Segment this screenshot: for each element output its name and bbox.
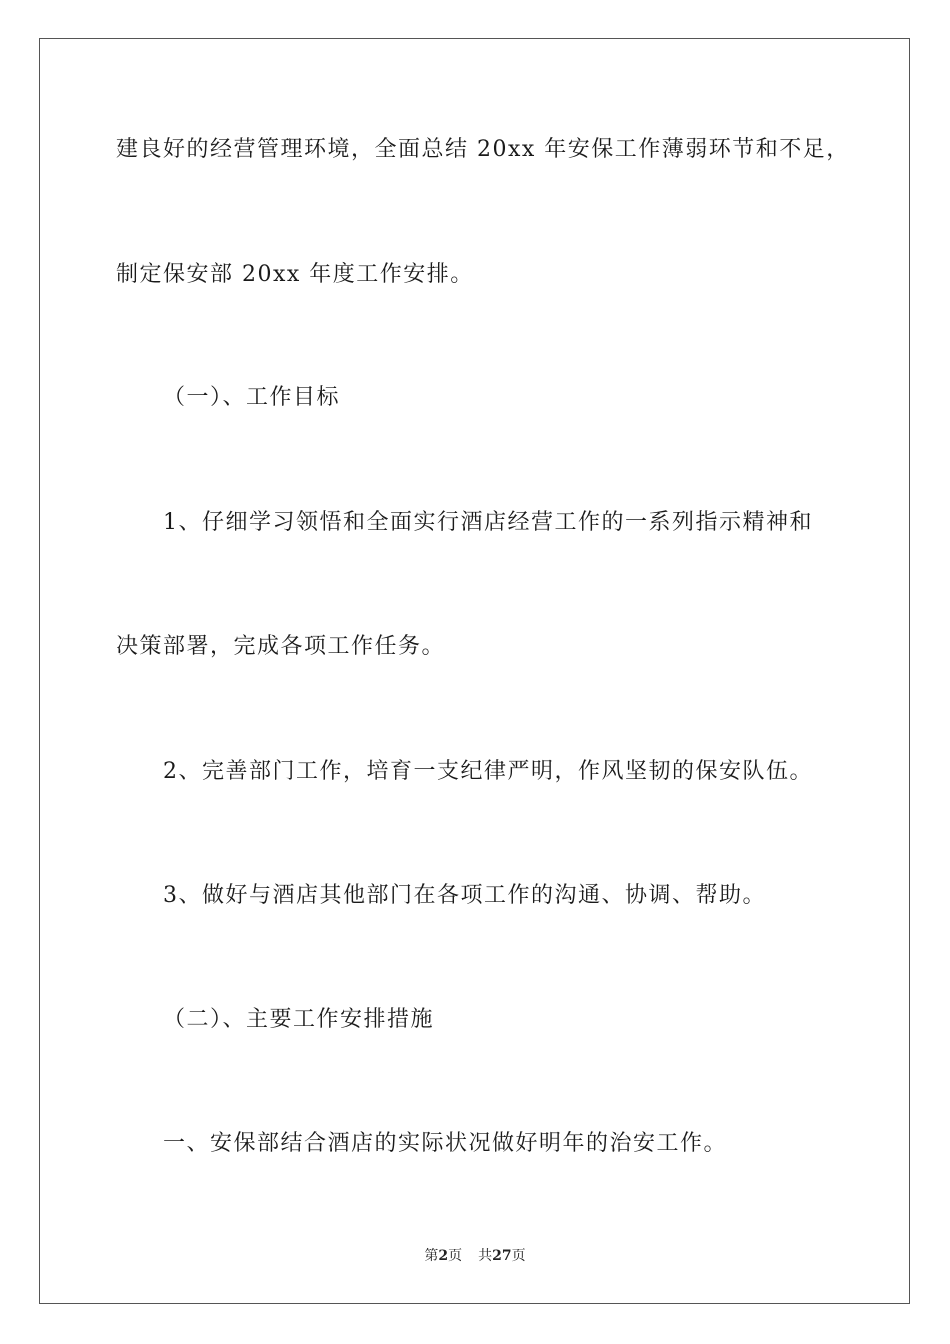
- body-line-1: 建良好的经营管理环境，全面总结 20xx 年安保工作薄弱环节和不足，: [116, 137, 850, 162]
- page-border: [39, 38, 910, 1304]
- footer-page-prefix: 第: [424, 1248, 439, 1264]
- section-heading-measures: （二）、主要工作安排措施: [163, 1007, 435, 1032]
- body-line-measure-1: 一、安保部结合酒店的实际状况做好明年的治安工作。: [163, 1131, 728, 1156]
- page-footer: [0, 1246, 950, 1266]
- body-line-goal-3: 3、做好与酒店其他部门在各项工作的沟通、协调、帮助。: [163, 883, 766, 908]
- footer-page-number: 2: [438, 1248, 449, 1264]
- footer-page-suffix: 页: [448, 1248, 463, 1264]
- footer-total-prefix: 共: [478, 1248, 493, 1264]
- footer-total-suffix: 页: [511, 1248, 526, 1264]
- body-line-goal-1: 1、仔细学习领悟和全面实行酒店经营工作的一系列指示精神和: [163, 510, 813, 535]
- body-line-2: 制定保安部 20xx 年度工作安排。: [116, 262, 474, 287]
- body-line-goal-2: 2、完善部门工作，培育一支纪律严明，作风坚韧的保安队伍。: [163, 759, 813, 784]
- body-line-goal-1-cont: 决策部署，完成各项工作任务。: [116, 634, 446, 659]
- section-heading-goals: （一）、工作目标: [163, 385, 341, 410]
- footer-total-pages: 27: [492, 1248, 512, 1264]
